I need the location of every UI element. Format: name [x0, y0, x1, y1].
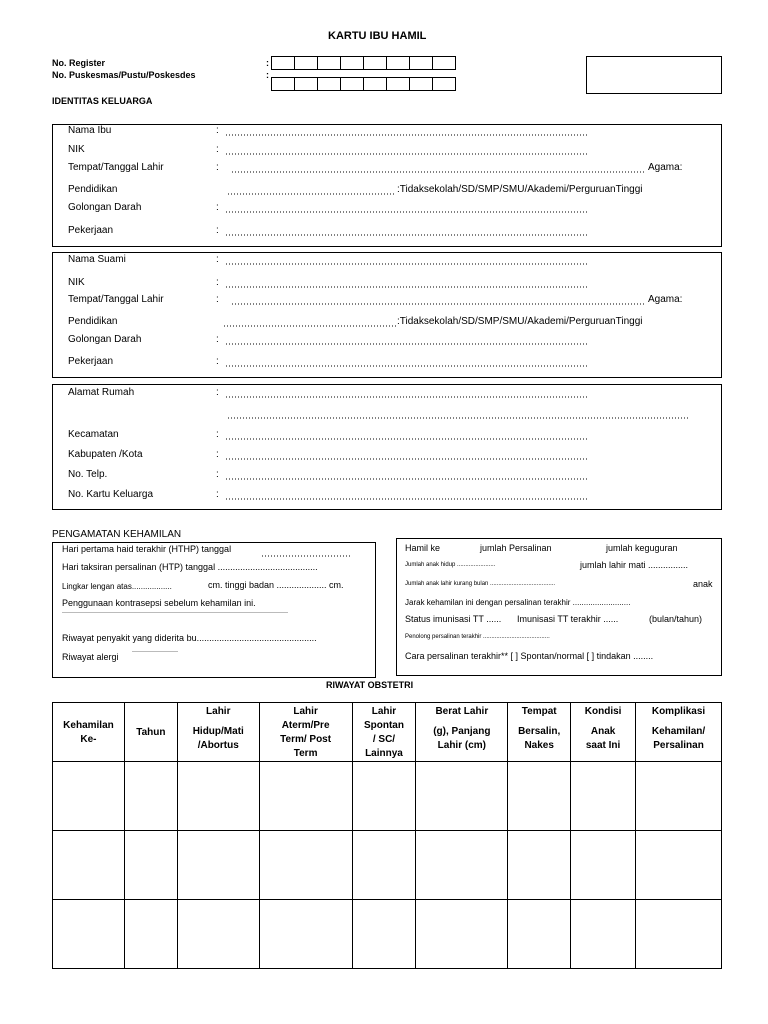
cara-persalinan-label: Cara persalinan terakhir** [ ] Spontan/normal [ ] tindakan ........	[405, 651, 654, 661]
kk-label: No. Kartu Keluarga	[68, 489, 154, 500]
header-lahir-hidup-mati: Lahir Hidup/Mati /Abortus	[177, 703, 259, 762]
colon: :	[216, 125, 219, 136]
imunisasi-terakhir-label: Imunisasi TT terakhir ......	[517, 614, 619, 624]
table-cell[interactable]	[636, 831, 722, 900]
colon: :	[216, 489, 219, 500]
kecamatan-label: Kecamatan	[68, 429, 119, 440]
header-kehamilan-ke: Kehamilan Ke-	[53, 703, 125, 762]
anak-label: anak	[693, 579, 713, 589]
jumlah-persalinan-label: jumlah Persalinan	[480, 543, 552, 553]
table-cell[interactable]	[177, 762, 259, 831]
pekerjaan-ibu-label: Pekerjaan	[68, 225, 114, 236]
header-lahir-spontan: Lahir Spontan / SC/ Lainnya	[352, 703, 416, 762]
register-colon: :	[266, 58, 269, 68]
table-cell[interactable]	[259, 900, 352, 969]
jumlah-keguguran-label: jumlah keguguran	[606, 543, 678, 553]
colon: :	[216, 225, 219, 236]
colon: :	[216, 387, 219, 398]
table-cell[interactable]	[416, 900, 508, 969]
colon: :	[216, 356, 219, 367]
table-cell[interactable]	[352, 900, 416, 969]
table-cell[interactable]	[259, 762, 352, 831]
colon: :	[216, 254, 219, 265]
pengamatan-heading: PENGAMATAN KEHAMILAN	[52, 529, 182, 540]
table-cell[interactable]	[124, 762, 177, 831]
table-cell[interactable]	[636, 900, 722, 969]
table-cell[interactable]	[53, 900, 125, 969]
agama-suami-label: Agama:	[648, 294, 683, 305]
table-cell[interactable]	[53, 831, 125, 900]
table-cell[interactable]	[352, 762, 416, 831]
pendidikan-suami-options: :Tidaksekolah/SD/SMP/SMU/Akademi/PerguruanTinggi	[397, 316, 643, 327]
colon: :	[216, 334, 219, 345]
nik-ibu-label: NIK	[68, 144, 85, 155]
riwayat-alergi-label: Riwayat alergi	[62, 652, 119, 662]
colon: :	[216, 144, 219, 155]
table-row	[53, 831, 722, 900]
agama-ibu-label: Agama:	[648, 162, 683, 173]
table-row	[53, 900, 722, 969]
header-kondisi-anak: Kondisi Anak saat Ini	[571, 703, 636, 762]
table-cell[interactable]	[508, 900, 571, 969]
header-lahir-aterm: Lahir Aterm/Pre Term/ Post Term	[259, 703, 352, 762]
no-puskesmas-boxes[interactable]	[272, 77, 456, 91]
kontrasepsi-line	[62, 612, 288, 613]
riwayat-penyakit-label: Riwayat penyakit yang diderita bu................................................	[62, 633, 317, 643]
riwayat-obstetri-table	[52, 702, 722, 969]
alamat-label: Alamat Rumah	[68, 387, 135, 398]
table-cell[interactable]	[177, 900, 259, 969]
jumlah-anak-hidup-label: Jumlah anak hidup .......................	[405, 562, 496, 568]
table-cell[interactable]	[124, 900, 177, 969]
ttl-suami-label: Tempat/Tanggal Lahir	[68, 294, 164, 305]
pendidikan-suami-label: Pendidikan	[68, 316, 118, 327]
puskesmas-colon: :	[266, 70, 269, 80]
table-cell[interactable]	[352, 831, 416, 900]
htp-label: Hari taksiran persalinan (HTP) tanggal ........................................	[62, 562, 318, 572]
table-cell[interactable]	[416, 831, 508, 900]
table-row	[53, 762, 722, 831]
pekerjaan-suami-label: Pekerjaan	[68, 356, 114, 367]
page-title: KARTU IBU HAMIL	[328, 30, 427, 42]
colon: :	[216, 277, 219, 288]
table-cell[interactable]	[508, 762, 571, 831]
jumlah-anak-kurang-bulan-label: Jumlah anak lahir kurang bulan .......................................	[405, 581, 556, 587]
colon: :	[216, 162, 219, 173]
nama-suami-label: Nama Suami	[68, 254, 126, 265]
pendidikan-ibu-label: Pendidikan	[68, 184, 118, 195]
table-cell[interactable]	[571, 900, 636, 969]
bulan-tahun-label: (bulan/tahun)	[649, 614, 703, 624]
corner-stamp-box	[586, 56, 722, 94]
hamil-ke-label: Hamil ke	[405, 543, 441, 553]
colon: :	[216, 469, 219, 480]
colon: :	[216, 429, 219, 440]
suami-section	[52, 252, 722, 378]
table-cell[interactable]	[636, 762, 722, 831]
tinggi-label: cm. tinggi badan .................... cm.	[208, 580, 344, 590]
goldar-ibu-label: Golongan Darah	[68, 202, 142, 213]
status-imunisasi-label: Status imunisasi TT ......	[405, 614, 502, 624]
table-cell[interactable]	[508, 831, 571, 900]
table-cell[interactable]	[124, 831, 177, 900]
colon: :	[216, 202, 219, 213]
table-cell[interactable]	[571, 831, 636, 900]
telp-label: No. Telp.	[68, 469, 108, 480]
kontrasepsi-label: Penggunaan kontrasepsi sebelum kehamilan ini.	[62, 598, 256, 608]
table-cell[interactable]	[53, 762, 125, 831]
lila-label: Lingkar lengan atas..................	[62, 582, 172, 591]
table-cell[interactable]	[177, 831, 259, 900]
header-tahun: Tahun	[124, 703, 177, 762]
identitas-heading: IDENTITAS KELUARGA	[52, 96, 153, 106]
goldar-suami-label: Golongan Darah	[68, 334, 142, 345]
colon: :	[216, 294, 219, 305]
nama-ibu-label: Nama Ibu	[68, 125, 112, 136]
header-berat-lahir: Berat Lahir (g), Panjang Lahir (cm)	[416, 703, 508, 762]
pendidikan-ibu-options: :Tidaksekolah/SD/SMP/SMU/Akademi/PerguruanTinggi	[397, 184, 643, 195]
header-komplikasi: Komplikasi Kehamilan/ Persalinan	[636, 703, 722, 762]
table-cell[interactable]	[259, 831, 352, 900]
table-header-row	[53, 703, 722, 762]
table-cell[interactable]	[416, 762, 508, 831]
no-register-boxes[interactable]	[272, 56, 456, 70]
nik-suami-label: NIK	[68, 277, 85, 288]
no-puskesmas-label: No. Puskesmas/Pustu/Poskesdes	[52, 70, 196, 80]
table-cell[interactable]	[571, 762, 636, 831]
penolong-label: Penolong persalinan terakhir ........................................	[405, 634, 550, 640]
hpht-label: Hari pertama haid terakhir (HTHP) tanggal	[62, 544, 232, 554]
kabupaten-label: Kabupaten /Kota	[68, 449, 143, 460]
header-tempat-bersalin: Tempat Bersalin, Nakes	[508, 703, 571, 762]
no-register-label: No. Register	[52, 58, 106, 68]
jarak-kehamilan-label: Jarak kehamilan ini dengan persalinan terakhir ..........................	[405, 598, 631, 607]
alergi-line	[132, 651, 178, 652]
colon: :	[216, 449, 219, 460]
ttl-ibu-label: Tempat/Tanggal Lahir	[68, 162, 164, 173]
riwayat-heading: RIWAYAT OBSTETRI	[326, 680, 414, 690]
jumlah-lahir-mati-label: jumlah lahir mati ................	[580, 560, 689, 570]
